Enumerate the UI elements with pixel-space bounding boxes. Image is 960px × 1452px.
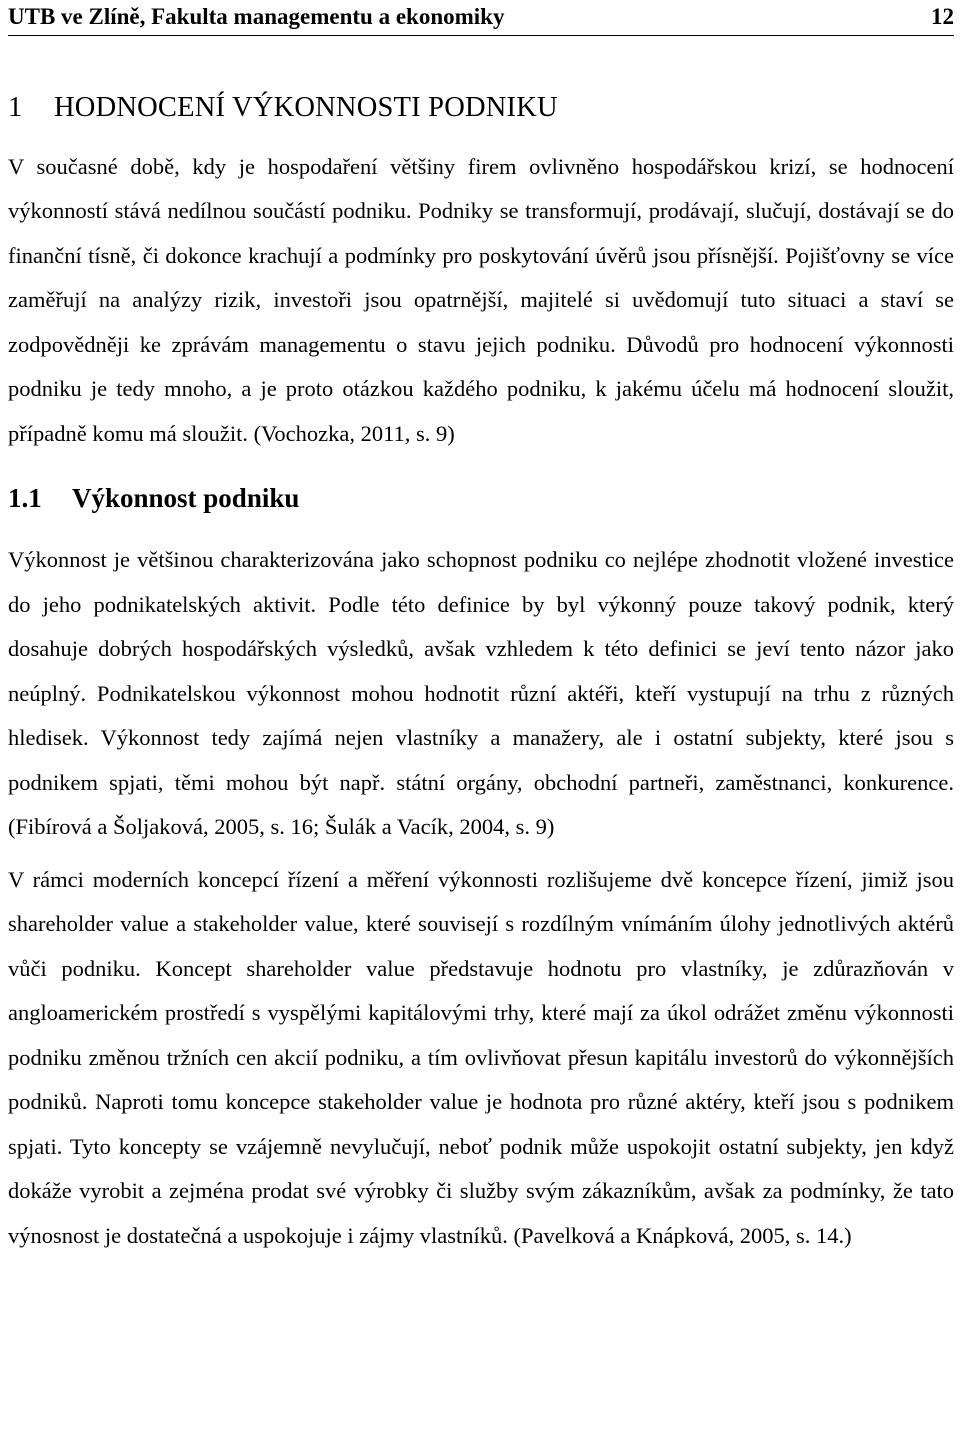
page-number: 12 [931, 4, 954, 29]
paragraph-intro: V současné době, kdy je hospodaření většiny firem ovlivněno hospodářskou krizí, se hodnocení výkonností stává nedílnou součástí podniku. Podniky se transformují, prodávají, slučují, dostávají se do finanční tísně, či dokonce krachují a podmínky pro poskytování úvěrů jsou přísnější. Pojišťovny se více zaměřují na analýzy rizik, investoři jsou opatrnější, majitelé si uvědomují tuto situaci a staví se zodpovědněji ke zprávám managementu o stavu jejich podniku. Důvodů pro hodnocení výkonnosti podniku je tedy mnoho, a je proto otázkou každého podniku, k jakému účelu má hodnocení sloužit, případně komu má sloužit. (Vochozka, 2011, s. 9) [8, 153, 954, 446]
chapter-number: 1 [8, 92, 23, 123]
section-number: 1.1 [8, 483, 42, 513]
paragraph-definition: Výkonnost je většinou charakterizována jako schopnost podniku co nejlépe zhodnotit vložené investice do jeho podnikatelských aktivit. Podle této definice by byl výkonný pouze takový podnik, který dosahuje dobrých hospodářských výsledků, avšak vzhledem k této definici se jeví tento názor jako neúplný. Podnikatelskou výkonnost mohou hodnotit různí aktéři, kteří vystupují na trhu z různých hledisek. Výkonnost tedy zajímá nejen vlastníky a manažery, ale i ostatní subjekty, které jsou s podnikem spjati, těmi mohou být např. státní orgány, obchodní partneři, zaměstnanci, konkurence. (Fibírová a Šoljaková, 2005, s. 16; Šulák a Vacík, 2004, s. 9) [8, 547, 954, 840]
chapter-heading [8, 94, 954, 123]
chapter-title: HODNOCENÍ VÝKONNOSTI PODNIKU [54, 92, 558, 123]
running-header [8, 0, 954, 36]
header-institution: UTB ve Zlíně, Fakulta managementu a ekonomiky [8, 4, 505, 29]
document-page [8, 0, 954, 1258]
section-heading [8, 482, 954, 514]
section-title: Výkonnost podniku [72, 483, 300, 513]
paragraph-concepts: V rámci moderních koncepcí řízení a měření výkonnosti rozlišujeme dvě koncepce řízení, jimiž jsou shareholder value a stakeholder value, které souvisejí s rozdílným vnímáním úlohy jednotlivých aktérů vůči podniku. Koncept shareholder value představuje hodnotu pro vlastníky, je zdůrazňován v angloamerickém prostředí s vyspělými kapitálovými trhy, které mají za úkol odrážet změnu výkonnosti podniku změnou tržních cen akcií podniku, a tím ovlivňovat přesun kapitálu investorů do výkonnějších podniků. Naproti tomu koncepce stakeholder value je hodnota pro různé aktéry, kteří jsou s podnikem spjati. Tyto koncepty se vzájemně nevylučují, neboť podnik může uspokojit ostatní subjekty, jen když dokáže vyrobit a zejména prodat své výrobky či služby svým zákazníkům, avšak za podmínky, že tato výnosnost je dostatečná a uspokojuje i zájmy vlastníků. (Pavelková a Knápková, 2005, s. 14.) [8, 866, 954, 1248]
